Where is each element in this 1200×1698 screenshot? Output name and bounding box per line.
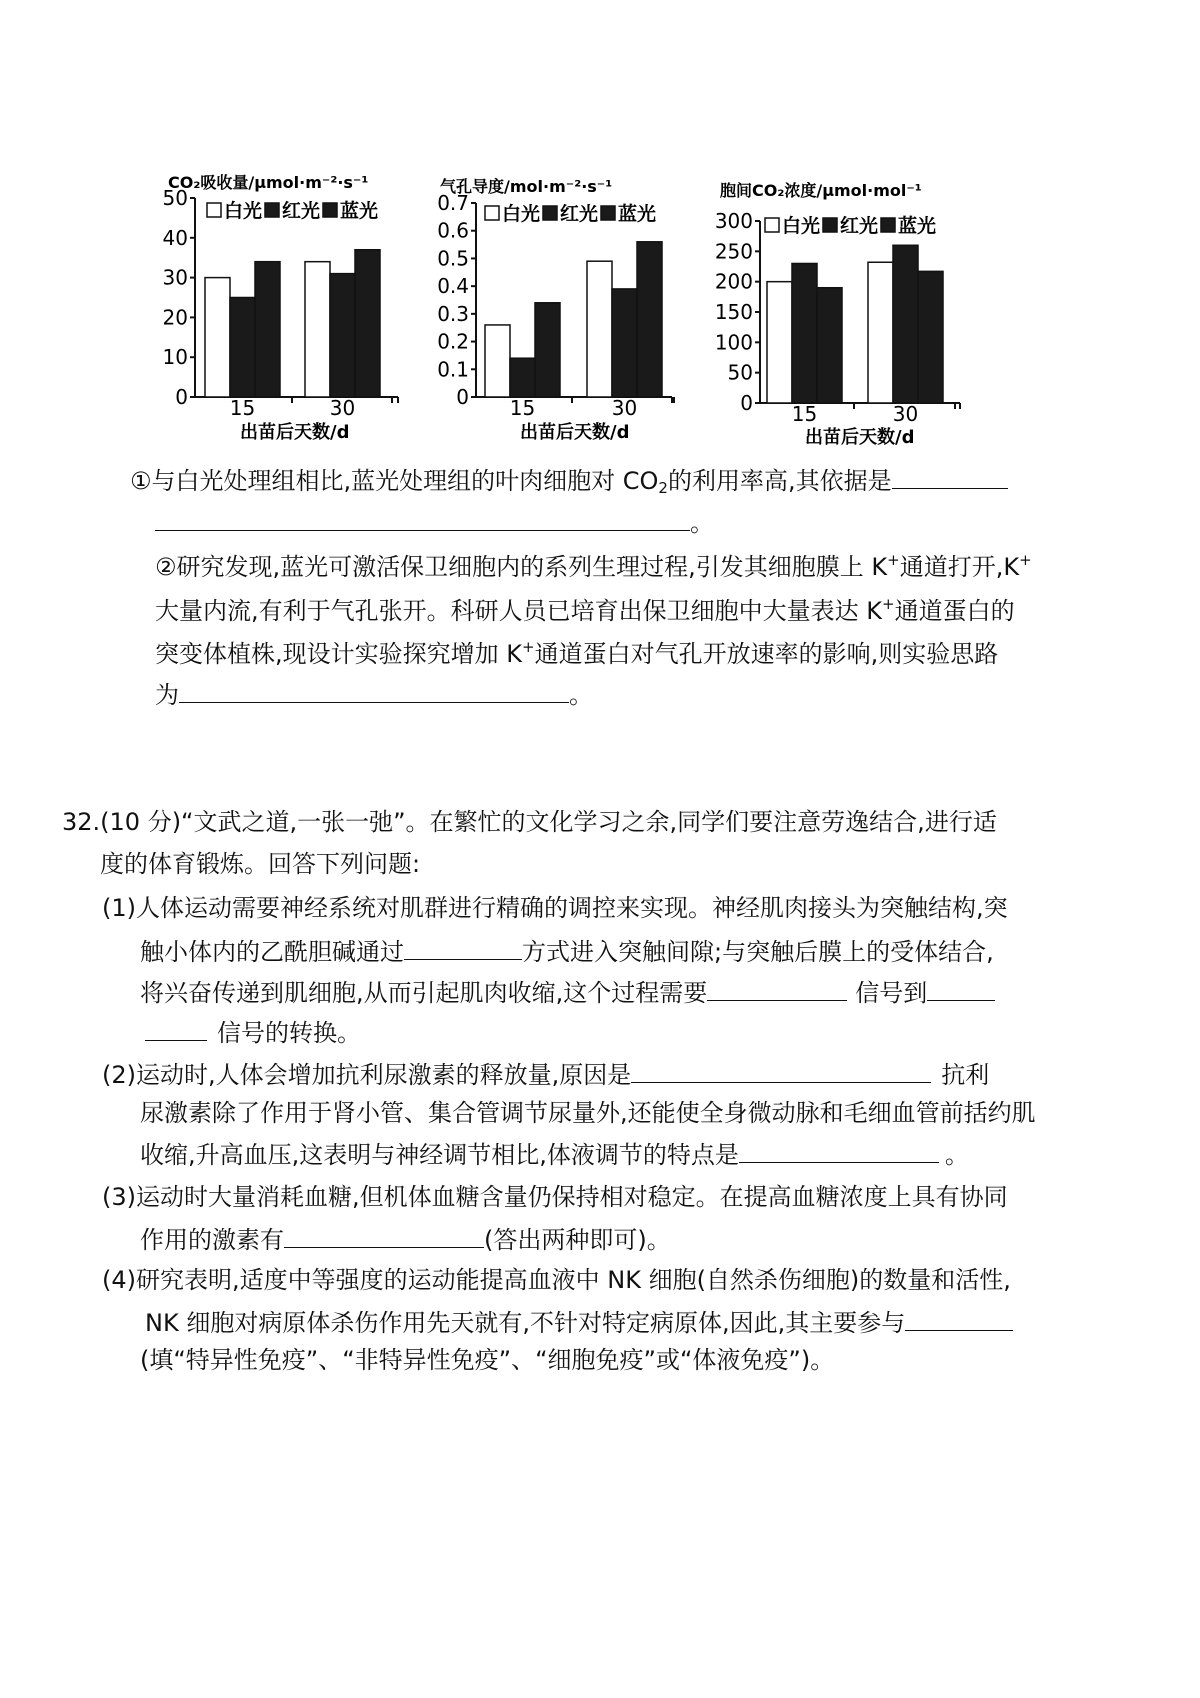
p3-answer-blank[interactable] xyxy=(284,1225,484,1248)
p4-text-2: NK 细胞对病原体杀伤作用先天就有,不针对特定病原体,因此,其主要参与 xyxy=(145,1309,906,1337)
k-plus: + xyxy=(522,638,535,656)
q2-text-2a: 大量内流,有利于气孔张开。科研人员已培育出保卫细胞中大量表达 K xyxy=(155,597,882,625)
x-axis-label: 出苗后天数/d xyxy=(805,427,915,448)
p3-line1 xyxy=(102,1185,1008,1209)
bar-红光 xyxy=(792,263,817,403)
p1-line4 xyxy=(145,1018,361,1045)
legend-label: 白光 xyxy=(224,200,263,222)
bar-红光 xyxy=(330,274,355,397)
bar-白光 xyxy=(868,262,893,403)
legend-label: 红光 xyxy=(282,200,321,222)
q1-text-a: ①与白光处理组相比,蓝光处理组的叶肉细胞对 CO xyxy=(130,467,659,495)
legend-label: 红光 xyxy=(840,215,879,237)
legend-label: 白光 xyxy=(502,203,541,225)
p4-line3 xyxy=(140,1348,834,1372)
k-plus: + xyxy=(1019,551,1032,569)
bar-蓝光 xyxy=(637,242,662,397)
bar-蓝光 xyxy=(817,288,842,403)
x-tick-label: 15 xyxy=(509,396,536,420)
x-axis-label: 出苗后天数/d xyxy=(520,422,630,443)
p4-answer-blank[interactable] xyxy=(905,1308,1013,1331)
p1-line2 xyxy=(140,937,994,964)
y-tick-label: 0.4 xyxy=(437,274,469,299)
y-tick-label: 0.5 xyxy=(437,246,469,271)
y-tick-label: 50 xyxy=(727,360,753,385)
p2-text-2: 尿激素除了作用于肾小管、集合管调节尿量外,还能使全身微动脉和毛细血管前括约肌 xyxy=(140,1099,1036,1127)
bar-charts xyxy=(0,0,1200,500)
p1-text-3b: 信号到 xyxy=(855,979,928,1007)
y-tick-label: 0 xyxy=(175,385,188,409)
y-tick-label: 0.1 xyxy=(437,357,469,382)
y-tick-label: 100 xyxy=(714,330,753,355)
legend-swatch-白光 xyxy=(207,203,221,217)
p2-answer-blank-2[interactable] xyxy=(739,1140,939,1163)
p2-line2 xyxy=(140,1101,1036,1125)
p1-text-2a: 触小体内的乙酰胆碱通过 xyxy=(140,938,404,966)
y-tick-label: 0.3 xyxy=(437,301,469,326)
q1-line1 xyxy=(130,466,1008,496)
p1-answer-blank-2[interactable] xyxy=(707,978,847,1001)
p1-text-1: (1)人体运动需要神经系统对肌群进行精确的调控来实现。神经肌肉接头为突触结构,突 xyxy=(102,894,1008,922)
p3-line2 xyxy=(140,1225,671,1252)
q32-line1 xyxy=(62,810,997,834)
p4-text-3: (填“特异性免疫”、“非特异性免疫”、“细胞免疫”或“体液免疫”)。 xyxy=(140,1346,835,1374)
p2-end: 。 xyxy=(944,1141,969,1169)
q1-answer-blank[interactable] xyxy=(892,466,1008,489)
p3-text-2b: (答出两种即可)。 xyxy=(484,1226,671,1254)
bar-红光 xyxy=(612,289,637,397)
p1-text-2b: 方式进入突触间隙;与突触后膜上的受体结合, xyxy=(522,938,994,966)
y-tick-label: 0.7 xyxy=(437,191,469,215)
y-tick-label: 0 xyxy=(456,385,469,409)
q1-answer-blank-2[interactable] xyxy=(155,508,690,531)
q2-text-3b: 通道蛋白对气孔开放速率的影响,则实验思路 xyxy=(534,640,999,668)
charts-area xyxy=(0,0,1200,500)
q2-text-4: 为 xyxy=(155,681,179,709)
y-tick-label: 20 xyxy=(162,305,188,330)
p1-line1 xyxy=(102,896,1008,920)
bar-蓝光 xyxy=(255,262,280,397)
x-tick-label: 30 xyxy=(892,402,919,426)
bar-白光 xyxy=(587,261,612,397)
y-tick-label: 150 xyxy=(714,300,753,324)
y-tick-label: 50 xyxy=(162,186,188,210)
chart-title: CO₂吸收量/μmol·m⁻²·s⁻¹ xyxy=(168,173,369,192)
bar-红光 xyxy=(510,358,535,397)
p2-text-1a: (2)运动时,人体会增加抗利尿激素的释放量,原因是 xyxy=(102,1061,632,1089)
y-tick-label: 300 xyxy=(714,209,753,233)
legend-label: 蓝光 xyxy=(898,215,937,237)
p4-line1 xyxy=(102,1268,1011,1292)
y-tick-label: 40 xyxy=(162,225,188,250)
legend-label: 白光 xyxy=(782,215,821,237)
q2-end: 。 xyxy=(569,681,593,709)
q32-line2 xyxy=(100,852,420,876)
q2-answer-blank[interactable] xyxy=(179,680,569,703)
bar-蓝光 xyxy=(535,303,560,397)
legend-label: 红光 xyxy=(560,203,599,225)
legend-swatch-蓝光 xyxy=(323,203,337,217)
p2-line3 xyxy=(140,1140,969,1167)
y-tick-label: 10 xyxy=(162,345,188,370)
y-tick-label: 0.2 xyxy=(437,329,469,354)
q2-text-3a: 突变体植株,现设计实验探究增加 K xyxy=(155,640,522,668)
p1-text-4: 信号的转换。 xyxy=(217,1019,361,1047)
bar-白光 xyxy=(305,262,330,397)
x-tick-label: 15 xyxy=(791,402,818,426)
p4-line2 xyxy=(145,1308,1013,1335)
legend-swatch-红光 xyxy=(265,203,279,217)
p2-text-3a: 收缩,升高血压,这表明与神经调节相比,体液调节的特点是 xyxy=(140,1141,739,1169)
p2-text-1b: 抗利 xyxy=(941,1061,990,1089)
k-plus: + xyxy=(887,551,900,569)
p1-line3 xyxy=(140,978,995,1005)
x-tick-label: 30 xyxy=(329,396,356,420)
chart-title: 胞间CO₂浓度/μmol·mol⁻¹ xyxy=(720,181,922,200)
q1-text-b: 的利用率高,其依据是 xyxy=(667,467,892,495)
bar-白光 xyxy=(485,325,510,397)
y-tick-label: 200 xyxy=(714,269,753,294)
bar-白光 xyxy=(767,282,792,403)
legend-swatch-蓝光 xyxy=(601,206,615,220)
p1-answer-blank-1[interactable] xyxy=(404,937,522,960)
p3-text-2a: 作用的激素有 xyxy=(140,1226,284,1254)
legend-swatch-红光 xyxy=(823,218,837,232)
legend-swatch-蓝光 xyxy=(881,218,895,232)
q2-line3 xyxy=(155,640,998,666)
q1-line2 xyxy=(155,508,714,535)
bar-白光 xyxy=(205,278,230,397)
p3-text-1: (3)运动时大量消耗血糖,但机体血糖含量仍保持相对稳定。在提高血糖浓度上具有协同 xyxy=(102,1183,1008,1211)
legend-swatch-红光 xyxy=(543,206,557,220)
q2-line1 xyxy=(155,553,1032,579)
bar-红光 xyxy=(230,298,255,398)
p1-answer-blank-3[interactable] xyxy=(927,978,995,1001)
q1-subscript: 2 xyxy=(658,479,668,497)
legend-swatch-白光 xyxy=(765,218,779,232)
x-tick-label: 15 xyxy=(229,396,256,420)
p2-answer-blank-1[interactable] xyxy=(631,1060,931,1083)
x-tick-label: 30 xyxy=(611,396,638,420)
bar-蓝光 xyxy=(355,250,380,397)
y-tick-label: 0 xyxy=(740,391,753,415)
legend-swatch-白光 xyxy=(485,206,499,220)
y-tick-label: 0.6 xyxy=(437,218,469,243)
p1-answer-blank-4[interactable] xyxy=(145,1018,207,1041)
q2-line4 xyxy=(155,680,593,707)
chart-title: 气孔导度/mol·m⁻²·s⁻¹ xyxy=(440,177,613,196)
x-axis-label: 出苗后天数/d xyxy=(240,422,350,443)
p1-text-3a: 将兴奋传递到肌细胞,从而引起肌肉收缩,这个过程需要 xyxy=(140,979,708,1007)
bar-蓝光 xyxy=(918,271,943,403)
q1-end: 。 xyxy=(690,509,714,537)
q2-text-1a: ②研究发现,蓝光可激活保卫细胞内的系列生理过程,引发其细胞膜上 K xyxy=(155,553,888,581)
k-plus: + xyxy=(882,595,895,613)
y-tick-label: 30 xyxy=(162,265,188,290)
p2-line1 xyxy=(102,1060,989,1087)
y-tick-label: 250 xyxy=(714,239,753,264)
q32-stem-2: 度的体育锻炼。回答下列问题: xyxy=(100,850,421,878)
legend-label: 蓝光 xyxy=(340,200,379,222)
p4-text-1: (4)研究表明,适度中等强度的运动能提高血液中 NK 细胞(自然杀伤细胞)的数量和活性, xyxy=(102,1266,1011,1294)
q2-line2 xyxy=(155,597,1015,623)
q32-stem-1: 32.(10 分)“文武之道,一张一弛”。在繁忙的文化学习之余,同学们要注意劳逸结合,进行适 xyxy=(62,808,997,836)
q2-text-1b: 通道打开,K xyxy=(899,553,1020,581)
legend-label: 蓝光 xyxy=(618,203,657,225)
q2-text-2b: 通道蛋白的 xyxy=(894,597,1015,625)
bar-红光 xyxy=(893,245,918,403)
